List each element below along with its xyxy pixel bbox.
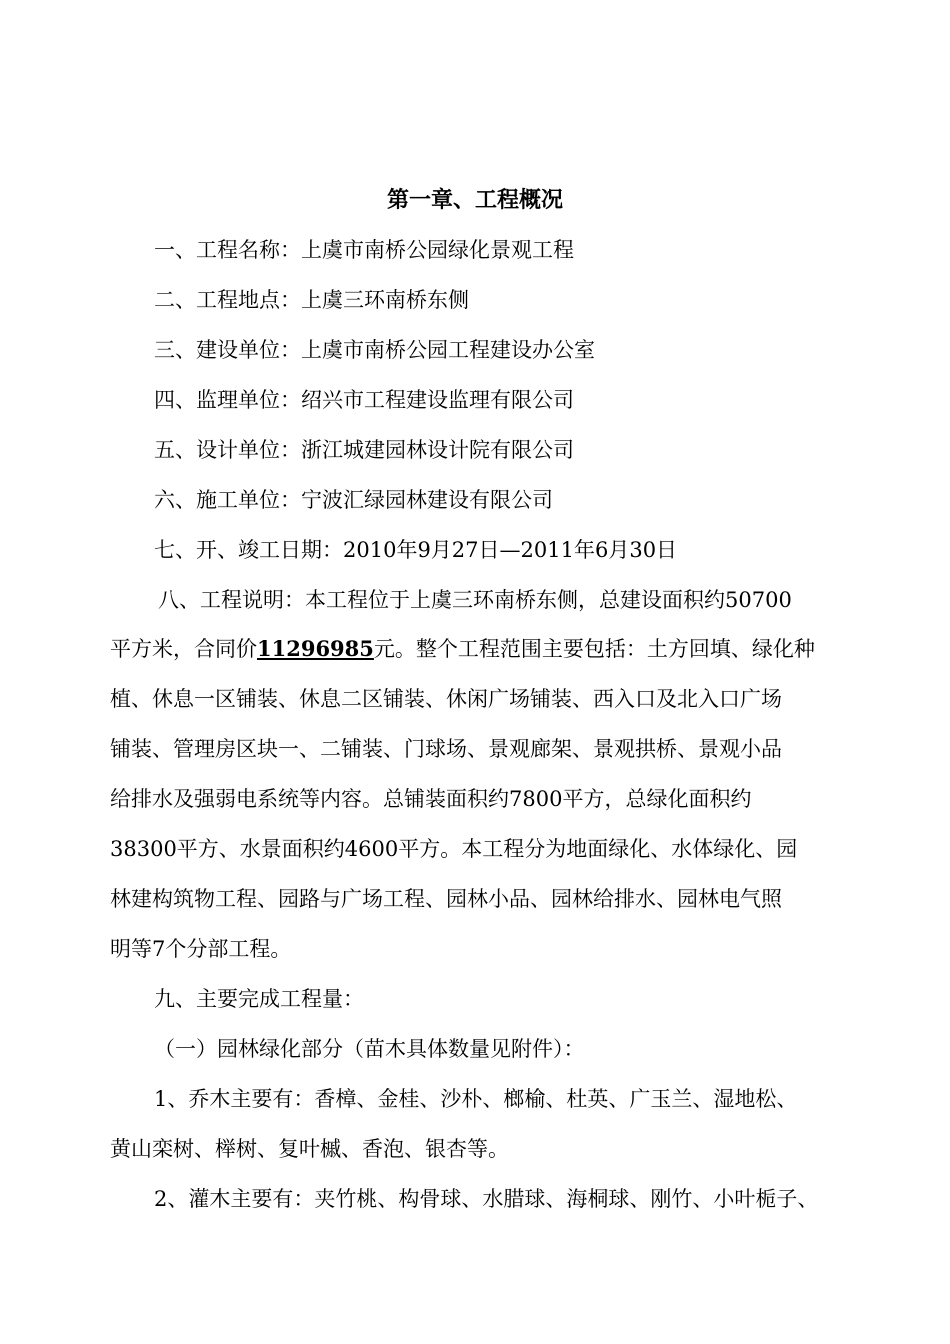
project-owner: 三、建设单位：上虞市南桥公园工程建设办公室 <box>154 338 595 362</box>
description-line-2-post: 元。整个工程范围主要包括：土方回填、绿化种 <box>373 637 815 661</box>
project-location: 二、工程地点：上虞三环南桥东侧 <box>154 288 469 312</box>
description-line-2 <box>110 631 850 667</box>
description-line-8: 明等7个分部工程。 <box>110 937 292 961</box>
project-designer: 五、设计单位：浙江城建园林设计院有限公司 <box>154 438 574 462</box>
contract-price: 11296985 <box>257 636 374 661</box>
description-line-3: 植、休息一区铺装、休息二区铺装、休闲广场铺装、西入口及北入口广场 <box>110 687 782 711</box>
project-supervisor: 四、监理单位：绍兴市工程建设监理有限公司 <box>154 388 574 412</box>
greening-sub-heading: （一）园林绿化部分（苗木具体数量见附件）： <box>154 1037 585 1061</box>
description-line-7: 林建构筑物工程、园路与广场工程、园林小品、园林给排水、园林电气照 <box>110 887 782 911</box>
chapter-title: 第一章、工程概况 <box>386 187 563 213</box>
description-line-6: 38300平方、水景面积约4600平方。本工程分为地面绿化、水体绿化、园 <box>110 837 798 861</box>
description-line-5: 给排水及强弱电系统等内容。总铺装面积约7800平方，总绿化面积约 <box>110 787 752 811</box>
project-dates: 七、开、竣工日期：2010年9月27日—2011年6月30日 <box>154 538 678 562</box>
project-contractor: 六、施工单位：宁波汇绿园林建设有限公司 <box>154 488 553 512</box>
trees-line-1: 1、乔木主要有：香樟、金桂、沙朴、榔榆、杜英、广玉兰、湿地松、 <box>154 1087 798 1111</box>
trees-line-2: 黄山栾树、榉树、复叶槭、香泡、银杏等。 <box>110 1137 509 1161</box>
shrubs-line-1: 2、灌木主要有：夹竹桃、构骨球、水腊球、海桐球、刚竹、小叶栀子、 <box>154 1187 819 1211</box>
quantities-heading: 九、主要完成工程量： <box>154 987 364 1011</box>
description-line-1: 八、工程说明：本工程位于上虞三环南桥东侧，总建设面积约50700 <box>158 588 792 612</box>
description-line-2-pre: 平方米，合同价 <box>110 637 257 661</box>
project-name: 一、工程名称：上虞市南桥公园绿化景观工程 <box>154 238 574 262</box>
description-line-4: 铺装、管理房区块一、二铺装、门球场、景观廊架、景观拱桥、景观小品 <box>110 737 782 761</box>
